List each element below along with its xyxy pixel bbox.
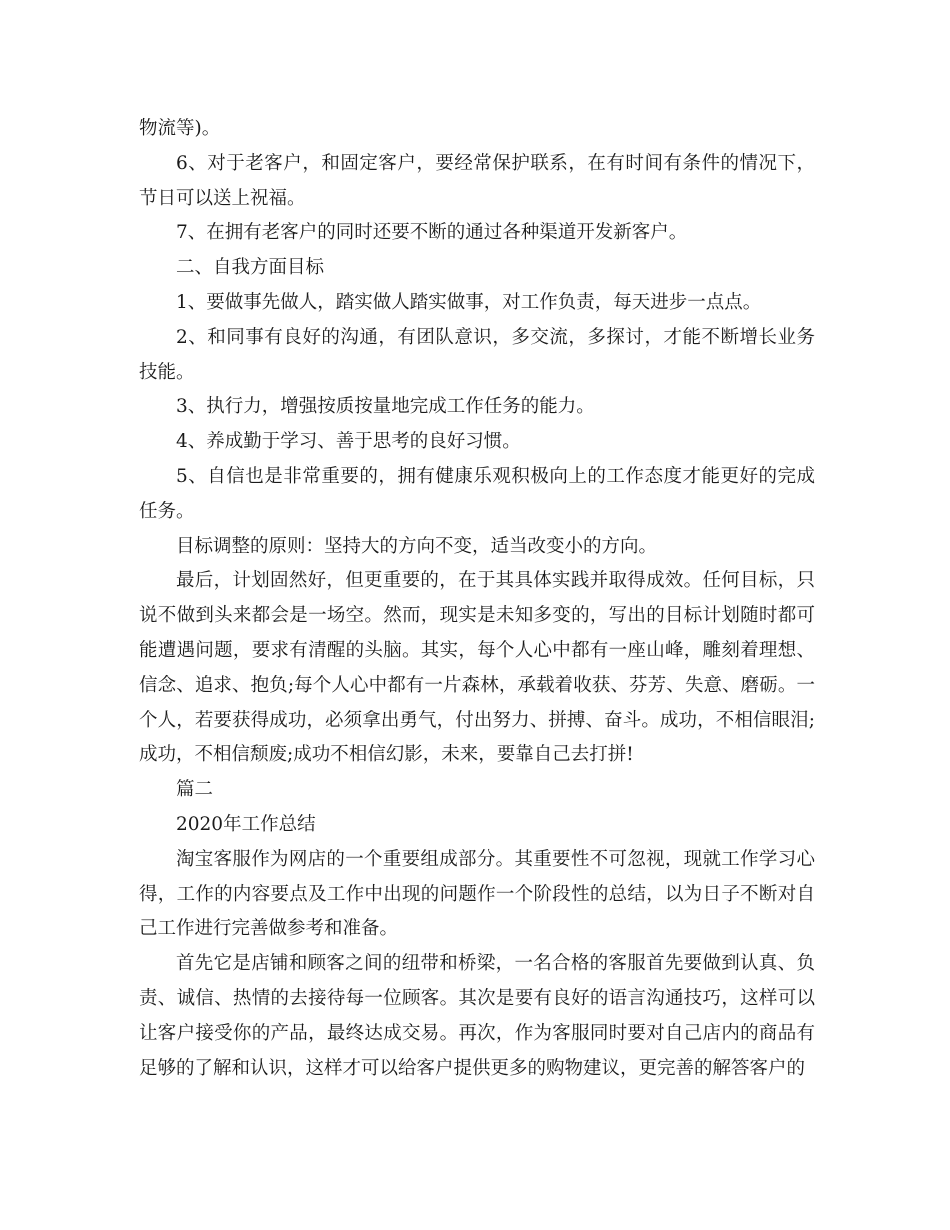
section-title-work-summary: 2020年工作总结 — [176, 813, 316, 835]
paragraph-first-point: 首先它是店铺和顾客之间的纽带和桥梁，一名合格的客服首先要做到认真、负责、诚信、热情的去接待每一位顾客。其次是要有良好的语言沟通技巧，这样可以让客户接受你的产品，最终达成交易。再次，作为客服同时要对自己店内的商品有足够的了解和认识，这样才可以给客户提供更多的购物建议，更完善的解答客户的 — [139, 953, 815, 1079]
paragraph-self-item-3: 3、执行力，增强按质按量地完成工作任务的能力。 — [176, 396, 595, 418]
paragraph-item-6: 6、对于老客户，和固定客户，要经常保护联系，在有时间有条件的情况下，节日可以送上祝福。 — [139, 152, 815, 209]
paragraph-item-7: 7、在拥有老客户的同时还要不断的通过各种渠道开发新客户。 — [176, 222, 688, 244]
paragraph-self-item-2: 2、和同事有良好的沟通，有团队意识，多交流，多探讨，才能不断增长业务技能。 — [139, 326, 815, 383]
paragraph-continuation: 物流等)。 — [139, 118, 221, 139]
section-heading-self-goals: 二、自我方面目标 — [176, 257, 325, 279]
paragraph-intro: 淘宝客服作为网店的一个重要组成部分。其重要性不可忽视，现就工作学习心得，工作的内容要点及工作中出现的问题作一个阶段性的总结，以为日子不断对自己工作进行完善做参考和准备。 — [139, 848, 815, 940]
paragraph-adjust-principle: 目标调整的原则：坚持大的方向不变，适当改变小的方向。 — [176, 535, 658, 557]
paragraph-self-item-5: 5、自信也是非常重要的，拥有健康乐观积极向上的工作态度才能更好的完成任务。 — [139, 465, 815, 522]
paragraph-self-item-4: 4、养成勤于学习、善于思考的良好习惯。 — [176, 431, 521, 453]
paragraph-conclusion: 最后，计划固然好，但更重要的，在于其具体实践并取得成效。任何目标，只说不做到头来都会是一场空。然而，现实是未知多变的，写出的目标计划随时都可能遭遇问题，要求有清醒的头脑。其实，每个人心中都有一座山峰，雕刻着理想、信念、追求、抱负;每个人心中都有一片森林，承载着收获、芬芳、失意、磨砺。一个人，若要获得成功，必须拿出勇气，付出努力、拼搏、奋斗。成功，不相信眼泪;成功，不相信颓废;成功不相信幻影，未来，要靠自己去打拼! — [139, 570, 815, 766]
document-body — [139, 112, 815, 1086]
section-heading-part-two: 篇二 — [176, 779, 214, 801]
paragraph-self-item-1: 1、要做事先做人，踏实做人踏实做事，对工作负责，每天进步一点点。 — [176, 291, 762, 313]
